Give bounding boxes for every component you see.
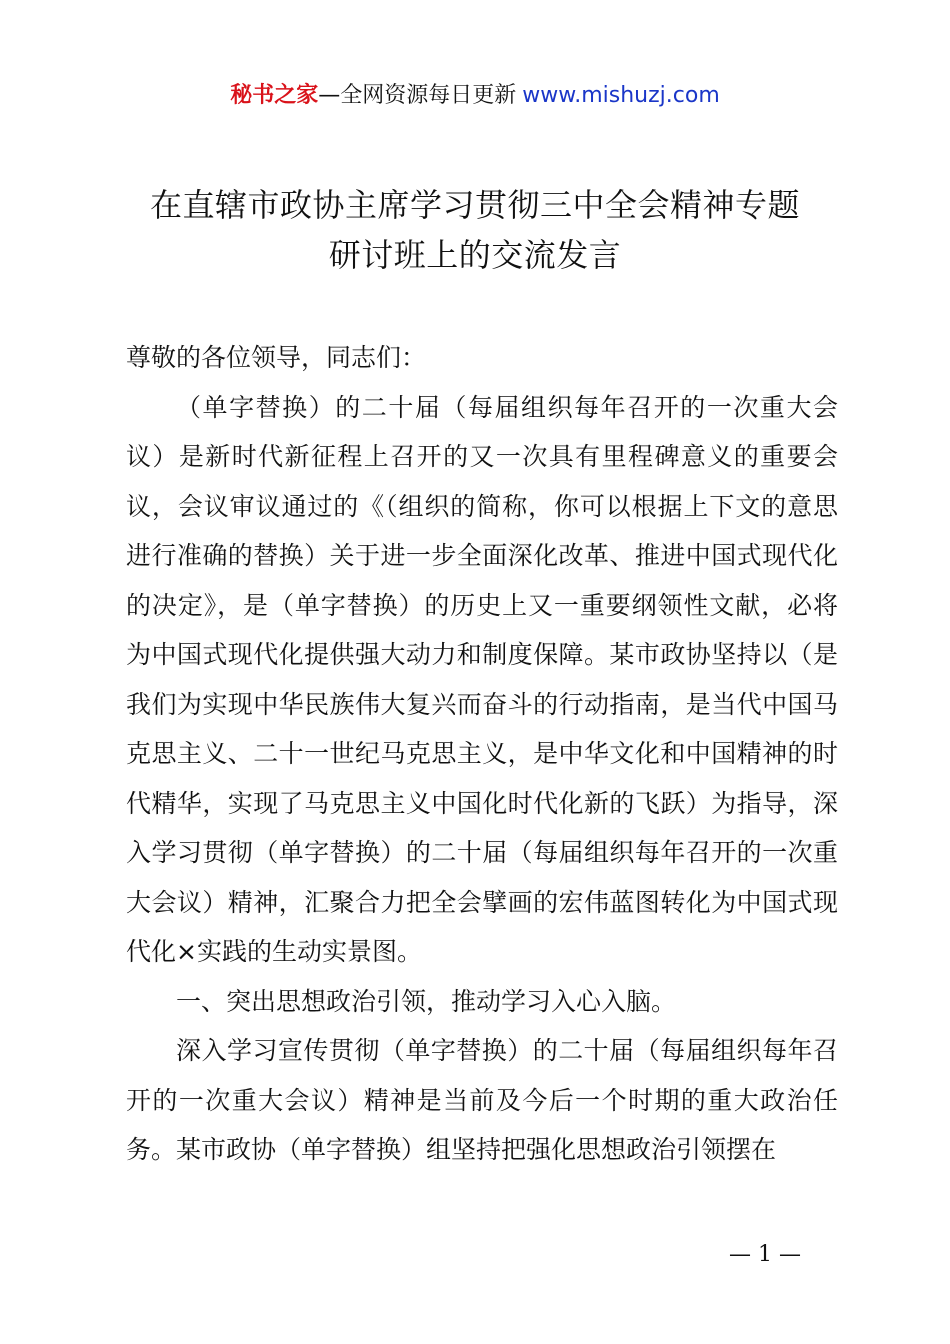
watermark-header — [0, 80, 950, 112]
header-url[interactable]: www.mishuzj.com — [522, 83, 720, 108]
body-paragraph-2: 深入学习宣传贯彻（单字替换）的二十届（每届组织每年召开的一次重大会议）精神是当前及今后一个时期的重大政治任务。某市政协（单字替换）组坚持把强化思想政治引领摆在 — [126, 1036, 838, 1164]
page-number: — 1 — — [729, 1242, 801, 1267]
header-tagline: —全网资源每日更新 — [318, 83, 517, 108]
document-title — [100, 180, 850, 280]
salutation: 尊敬的各位领导，同志们： — [126, 343, 427, 372]
title-line-1: 在直辖市政协主席学习贯彻三中全会精神专题 — [149, 186, 800, 224]
header-brand: 秘书之家 — [230, 83, 319, 108]
body-paragraph-1: （单字替换）的二十届（每届组织每年召开的一次重大会议）是新时代新征程上召开的又一次具有里程碑意义的重要会议，会议审议通过的《（组织的简称，你可以根据上下文的意思进行准确的替换）关于进一步全面深化改革、推进中国式现代化的决定》，是（单字替换）的历史上又一重要纲领性文献，必将为中国式现代化提供强大动力和制度保障。某市政协坚持以（是我们为实现中华民族伟大复兴而奋斗的行动指南，是当代中国马克思主义、二十一世纪马克思主义，是中华文化和中国精神的时代精华，实现了马克思主义中国化时代化新的飞跃）为指导，深入学习贯彻（单字替换）的二十届（每届组织每年召开的一次重大会议）精神，汇聚合力把全会擘画的宏伟蓝图转化为中国式现代化×实践的生动实景图。 — [126, 392, 838, 966]
section-heading-1: 一、突出思想政治引领，推动学习入心入脑。 — [176, 986, 677, 1016]
document-body — [126, 333, 838, 1175]
title-line-2: 研讨班上的交流发言 — [328, 236, 622, 274]
